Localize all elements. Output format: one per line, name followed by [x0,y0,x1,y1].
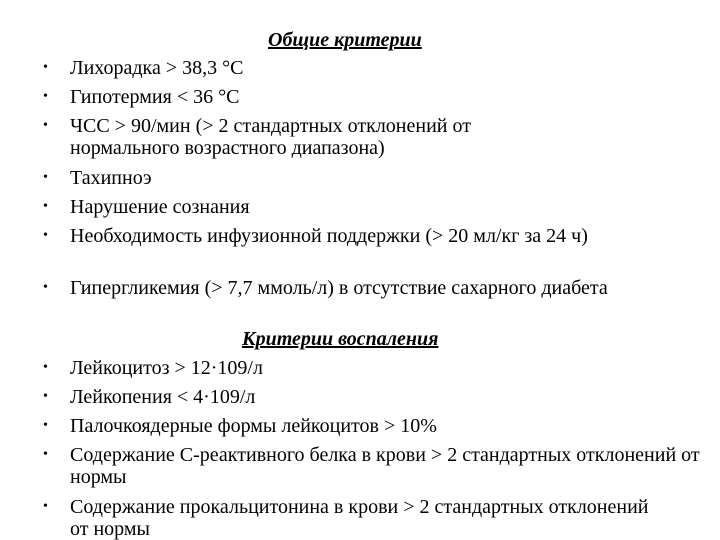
list-item [43,386,710,408]
bullet-icon: • [43,499,48,514]
list-item-text: Лейкоцитоз > 12·109/л [70,357,263,379]
list-item [43,57,710,79]
bullet-icon: • [43,118,48,133]
bullet-icon: • [43,447,48,462]
list-item-text: Содержание прокальцитонина в крови > 2 стандартных отклонений от нормы [70,496,649,540]
list-item-text: ЧСС > 90/мин (> 2 стандартных отклонений от нормального возрастного диапазона) [70,115,471,159]
list-item-text: Содержание С-реактивного белка в крови > 2 стандартных отклонений от нормы [70,444,700,488]
section-heading-general: Общие критерии [268,29,422,51]
list-item [43,415,710,437]
section-heading-inflammation: Критерии воспаления [242,328,439,350]
bullet-icon: • [43,199,48,214]
bullet-icon: • [43,170,48,185]
list-item [43,496,670,540]
list-item-text: Лихорадка > 38,3 °С [70,57,244,79]
bullet-icon: • [43,389,48,404]
bullet-icon: • [43,280,48,295]
list-item [43,115,570,159]
list-item-text: Необходимость инфузионной поддержки (> 20 мл/кг за 24 ч) [70,225,588,247]
bullet-icon: • [43,418,48,433]
list-item-text: Нарушение сознания [70,196,250,218]
list-item-text: Гипергликемия (> 7,7 ммоль/л) в отсутствие сахарного диабета [70,277,608,299]
bullet-icon: • [43,360,48,375]
list-item [43,277,650,299]
list-item-text: Палочкоядерные формы лейкоцитов > 10% [70,415,437,437]
list-item [43,86,710,108]
list-item [43,225,685,247]
list-item-text: Тахипноэ [70,167,152,189]
list-item [43,167,710,189]
bullet-icon: • [43,228,48,243]
list-item-text: Гипотермия < 36 °С [70,86,240,108]
bullet-icon: • [43,60,48,75]
bullet-icon: • [43,89,48,104]
list-item [43,196,710,218]
list-item [43,357,710,379]
list-item [43,444,700,488]
list-item-text: Лейкопения < 4·109/л [70,386,256,408]
